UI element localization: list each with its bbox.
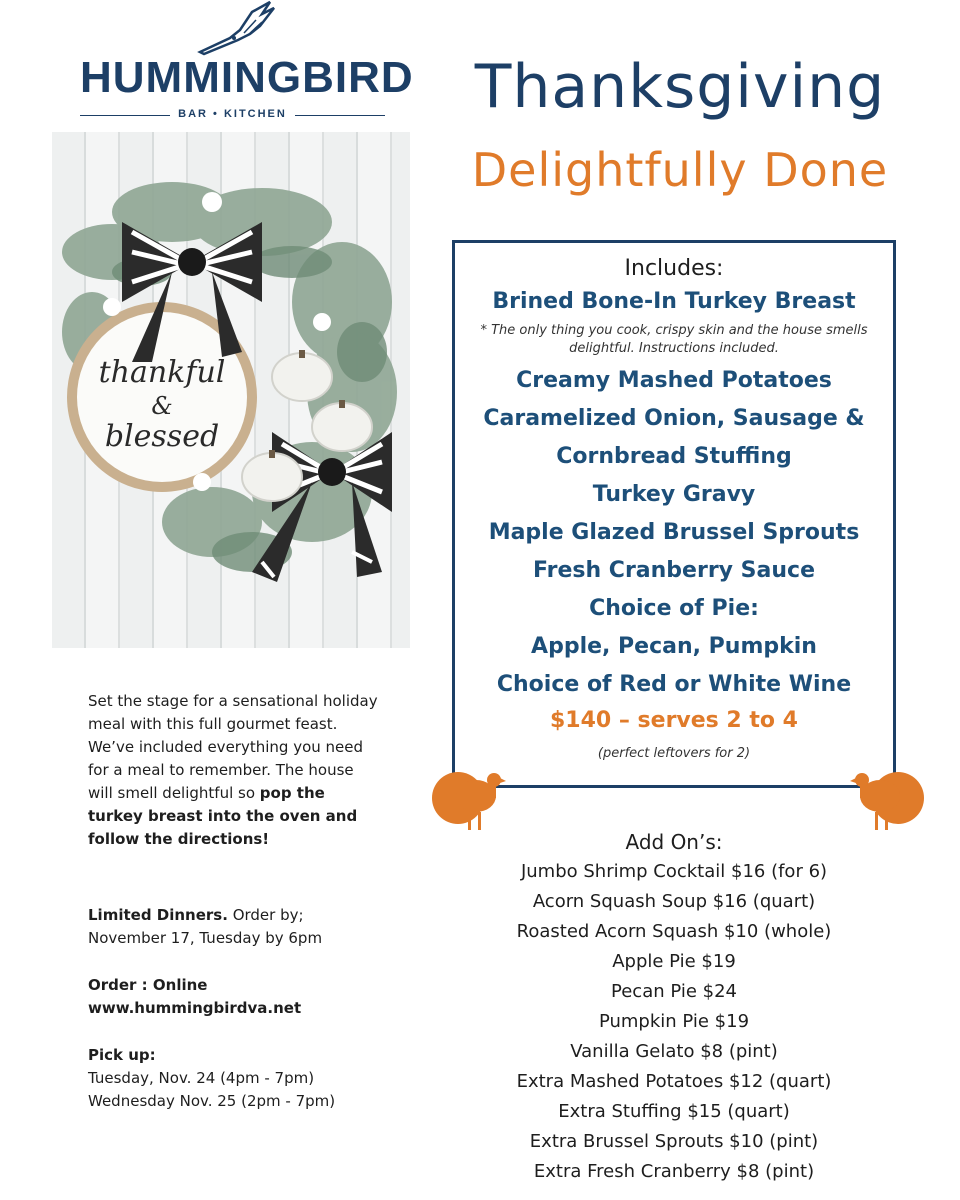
addon-item: Acorn Squash Soup $16 (quart)	[532, 891, 816, 912]
description-intro	[88, 690, 378, 851]
leftover-note: (perfect leftovers for 2)	[597, 746, 751, 761]
sign-text-thankful: thankful	[98, 355, 226, 390]
brand-rule-right	[295, 115, 385, 116]
order-label: Order : Online	[88, 976, 208, 994]
menu-item: Maple Glazed Brussel Sprouts	[488, 520, 860, 545]
addon-item: Pumpkin Pie $19	[598, 1011, 750, 1032]
brand-name: HUMMINGBIRD	[80, 53, 414, 102]
price: $140 – serves 2 to 4	[550, 708, 798, 733]
addon-item: Apple Pie $19	[612, 951, 736, 972]
menu-item: Choice of Red or White Wine	[496, 672, 852, 697]
turkey-icon-left	[428, 756, 508, 836]
wreath-photo	[52, 132, 410, 648]
limited-label: Limited Dinners.	[88, 906, 228, 924]
hummingbird-icon	[190, 0, 280, 60]
includes-label: Includes:	[624, 256, 724, 281]
headline-title: Thanksgiving	[474, 52, 886, 122]
addon-item: Pecan Pie $24	[611, 981, 737, 1002]
pickup-time-1: Tuesday, Nov. 24 (4pm - 7pm)	[88, 1069, 315, 1087]
addon-item: Roasted Acorn Squash $10 (whole)	[516, 921, 832, 942]
pickup-time-2: Wednesday Nov. 25 (2pm - 7pm)	[88, 1092, 336, 1110]
addon-item: Extra Fresh Cranberry $8 (pint)	[533, 1161, 815, 1182]
brand-subtitle: BAR • KITCHEN	[178, 108, 287, 120]
menu-item: Caramelized Onion, Sausage &	[483, 406, 865, 431]
headline-subtitle: Delightfully Done	[471, 143, 889, 197]
addon-item: Vanilla Gelato $8 (pint)	[570, 1041, 778, 1062]
turkey-note: * The only thing you cook, crispy skin and the house smells delightful. Instructions included.	[480, 323, 868, 356]
menu-item: Turkey Gravy	[592, 482, 756, 507]
menu-item: Fresh Cranberry Sauce	[533, 558, 815, 583]
description-intro-bold: pop the turkey breast into the oven and follow the directions!	[88, 784, 358, 848]
order-url[interactable]: www.hummingbirdva.net	[88, 999, 302, 1017]
menu-item: Choice of Pie:	[589, 596, 759, 621]
addons-title: Add On’s:	[625, 830, 723, 854]
pickup-label: Pick up:	[88, 1046, 156, 1064]
menu-item: Cornbread Stuffing	[556, 444, 792, 469]
limited-dinners	[88, 904, 378, 950]
menu-item: Creamy Mashed Potatoes	[516, 368, 832, 393]
turkey-icon-right	[848, 756, 928, 836]
description-intro-text: Set the stage for a sensational holiday meal with this full gourmet feast. We’ve included everything you need for a meal to remember. The house will smell delightful so	[88, 692, 378, 802]
addon-item: Extra Brussel Sprouts $10 (pint)	[529, 1131, 819, 1152]
wreath-illustration	[52, 132, 410, 648]
brand-logo	[80, 0, 414, 130]
addon-item: Extra Stuffing $15 (quart)	[558, 1101, 790, 1122]
sign-text-blessed: blessed	[104, 419, 220, 454]
limited-text: Order by; November 17, Tuesday by 6pm	[88, 906, 323, 947]
menu-item-turkey: Brined Bone-In Turkey Breast	[492, 289, 856, 314]
sign-text-ampersand: &	[151, 392, 173, 420]
addon-item: Extra Mashed Potatoes $12 (quart)	[516, 1071, 832, 1092]
menu-item: Apple, Pecan, Pumpkin	[531, 634, 817, 659]
addon-item: Jumbo Shrimp Cocktail $16 (for 6)	[520, 861, 828, 882]
